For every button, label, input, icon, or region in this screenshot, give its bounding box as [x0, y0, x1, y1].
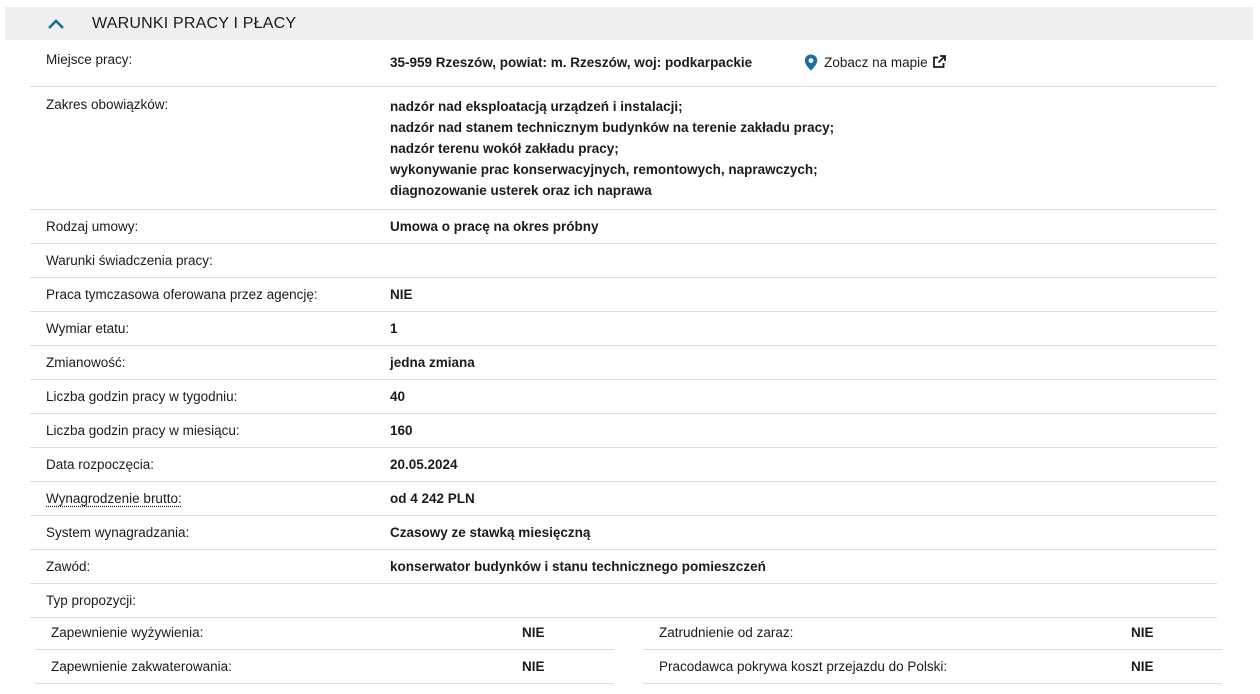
row-pay-system: [30, 516, 1217, 550]
contract-value: Umowa o pracę na okres próbny: [390, 219, 599, 234]
row-start-date: [30, 448, 1217, 482]
section-header[interactable]: [5, 7, 1253, 40]
row-meals: [35, 616, 614, 650]
duty-line: nadzór nad stanem technicznym budynków na terenie zakładu pracy;: [390, 120, 835, 135]
immediate-label: Zatrudnienie od zaraz:: [659, 625, 794, 640]
temp-agency-value: NIE: [390, 287, 413, 302]
travel-label: Pracodawca pokrywa koszt przejazdu do Polski:: [659, 659, 948, 674]
row-travel: [643, 650, 1222, 684]
row-temp-agency: [30, 278, 1217, 312]
workplace-address: 35-959 Rzeszów, powiat: m. Rzeszów, woj: podkarpackie: [390, 54, 753, 70]
row-fte: [30, 312, 1217, 346]
meals-value: NIE: [522, 625, 545, 640]
temp-agency-label: Praca tymczasowa oferowana przez agencję:: [46, 287, 318, 302]
row-offer-type: [30, 584, 1217, 618]
workplace-value: [390, 54, 946, 71]
salary-label[interactable]: Wynagrodzenie brutto:: [46, 491, 182, 506]
hours-month-value: 160: [390, 423, 413, 438]
immediate-value: NIE: [1131, 625, 1154, 640]
duties-value: [390, 87, 834, 201]
shifts-label: Zmianowość:: [46, 355, 126, 370]
row-shifts: [30, 346, 1217, 380]
housing-value: NIE: [522, 659, 545, 674]
chevron-up-icon[interactable]: [46, 14, 66, 34]
row-hours-month: [30, 414, 1217, 448]
row-conditions: [30, 244, 1217, 278]
start-date-value: 20.05.2024: [390, 457, 458, 472]
workplace-label: Miejsce pracy:: [46, 51, 133, 67]
row-immediate: [643, 616, 1222, 650]
salary-value: od 4 242 PLN: [390, 491, 475, 506]
row-contract: [30, 210, 1217, 244]
pay-system-label: System wynagradzania:: [46, 525, 190, 540]
row-hours-week: [30, 380, 1217, 414]
details-list: [30, 38, 1217, 618]
pay-system-value: Czasowy ze stawką miesięczną: [390, 525, 591, 540]
duty-line: wykonywanie prac konserwacyjnych, remontowych, naprawczych;: [390, 162, 818, 177]
duties-label: Zakres obowiązków:: [46, 97, 169, 112]
shifts-value: jedna zmiana: [390, 355, 475, 370]
external-link-icon: [932, 55, 946, 69]
start-date-label: Data rozpoczęcia:: [46, 457, 155, 472]
offer-type-label: Typ propozycji:: [46, 593, 137, 608]
hours-month-label: Liczba godzin pracy w miesiącu:: [46, 423, 240, 438]
fte-label: Wymiar etatu:: [46, 321, 130, 336]
fte-value: 1: [390, 321, 398, 336]
see-on-map-label: Zobacz na mapie: [824, 54, 928, 70]
row-housing: [35, 650, 614, 684]
hours-week-label: Liczba godzin pracy w tygodniu:: [46, 389, 238, 404]
occupation-label: Zawód:: [46, 559, 91, 574]
occupation-value: konserwator budynków i stanu technicznego pomieszczeń: [390, 559, 766, 574]
row-occupation: [30, 550, 1217, 584]
section-title: WARUNKI PRACY I PŁACY: [92, 14, 297, 32]
housing-label: Zapewnienie zakwaterowania:: [51, 659, 232, 674]
see-on-map-link[interactable]: [804, 54, 946, 71]
row-workplace: [30, 38, 1217, 87]
row-duties: [30, 87, 1217, 210]
duty-line: nadzór terenu wokół zakładu pracy;: [390, 141, 619, 156]
salary-label-cell: [30, 491, 390, 506]
hours-week-value: 40: [390, 389, 406, 404]
contract-label: Rodzaj umowy:: [46, 219, 139, 234]
travel-value: NIE: [1131, 659, 1154, 674]
conditions-label: Warunki świadczenia pracy:: [46, 253, 213, 268]
map-pin-icon: [804, 54, 818, 71]
row-salary: [30, 482, 1217, 516]
meals-label: Zapewnienie wyżywienia:: [51, 625, 204, 640]
duty-line: nadzór nad eksploatacją urządzeń i instalacji;: [390, 99, 683, 114]
work-conditions-section: [5, 7, 1253, 40]
duty-line: diagnozowanie usterek oraz ich naprawa: [390, 183, 652, 198]
